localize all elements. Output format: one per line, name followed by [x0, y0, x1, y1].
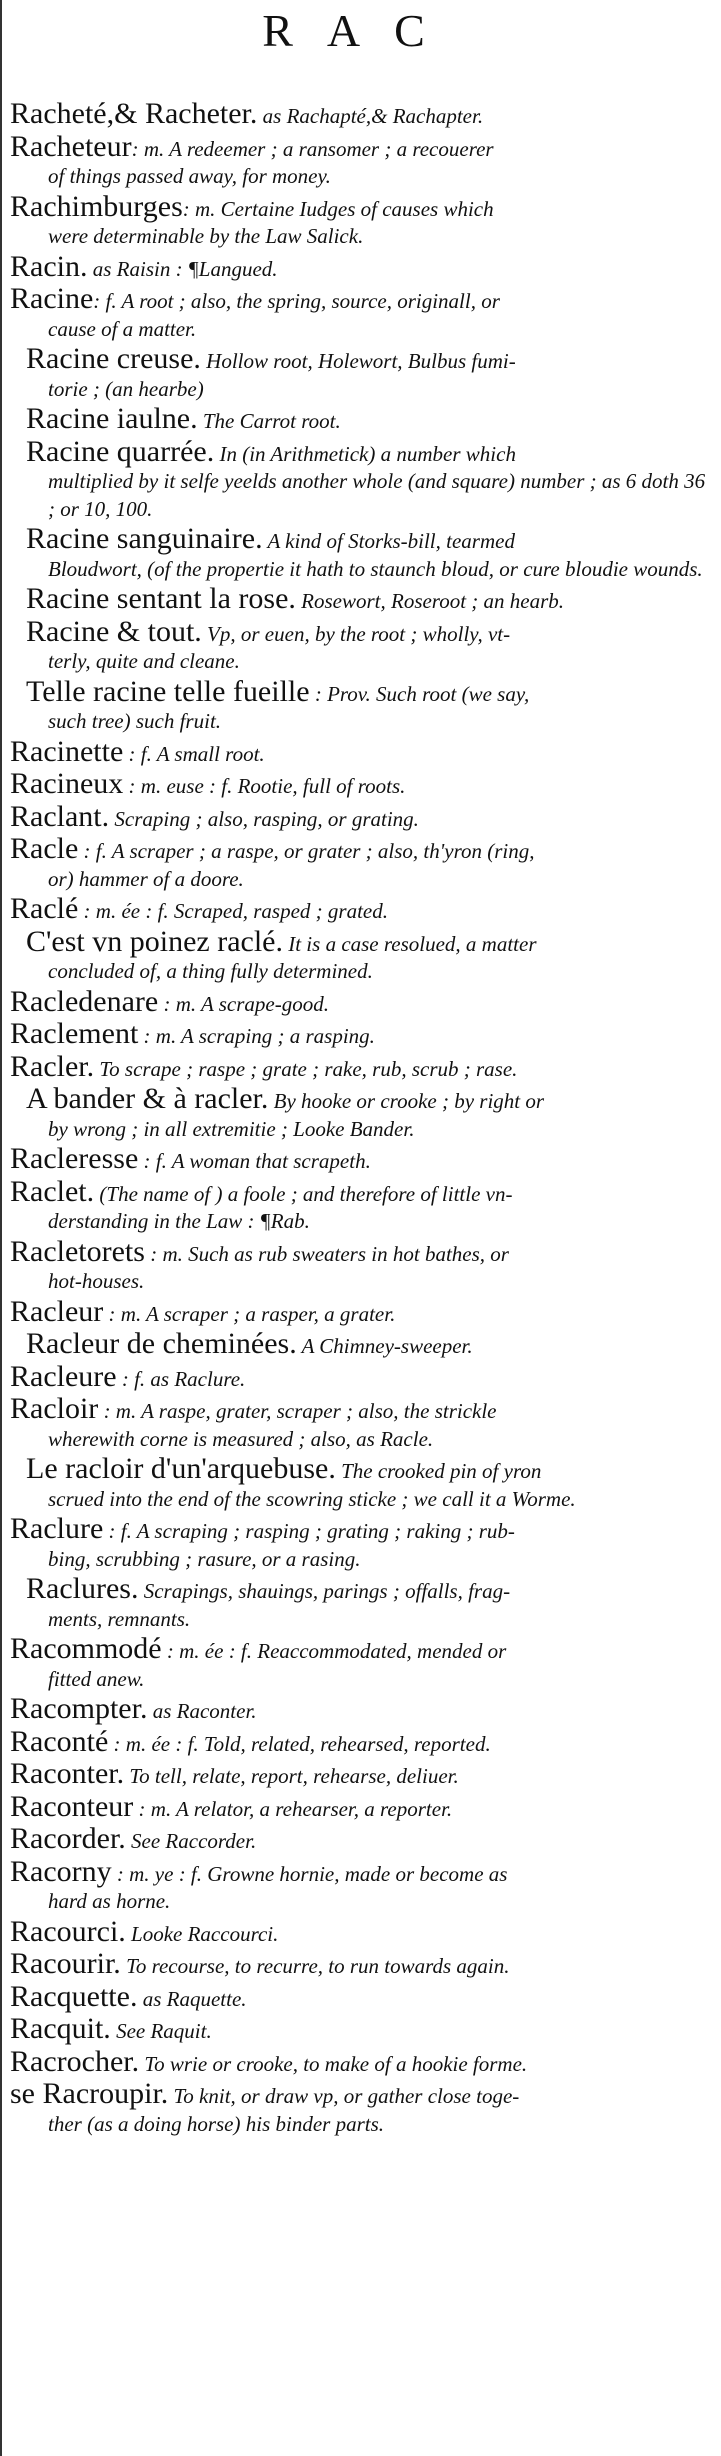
entry-first-line: [10, 189, 715, 224]
dictionary-entry: [10, 434, 715, 524]
entry-headword: Raconteur: [10, 1789, 134, 1823]
dictionary-entry: [10, 984, 715, 1019]
entry-continuation: derstanding in the Law : ¶Rab.: [48, 1209, 310, 1233]
entry-first-line: [10, 1452, 715, 1486]
entry-definition: The crooked pin of yron: [335, 1459, 542, 1483]
entry-definition: See Raccorder.: [125, 1829, 257, 1853]
dictionary-entry: [10, 2012, 715, 2046]
entry-headword: Racine: [10, 282, 94, 315]
entry-definition: : m. ée : f. Scraped, rasped ; grated.: [78, 899, 388, 923]
entry-headword: Raclant.: [10, 799, 110, 833]
entry-first-line: [10, 1327, 715, 1361]
entry-continuation: ther (as a doing horse) his binder parts.: [48, 2111, 384, 2136]
dictionary-entry: [10, 1854, 715, 1916]
entry-definition: : f. A woman that scrapeth.: [138, 1149, 371, 1173]
entry-definition: as Raisin : ¶Langued.: [87, 256, 278, 281]
entry-first-line: [10, 924, 715, 959]
entry-first-line: [10, 1234, 715, 1269]
dictionary-entry: [10, 282, 715, 343]
dictionary-entry: [10, 1017, 715, 1051]
entry-headword: Racine sanguinaire.: [26, 522, 263, 555]
entry-headword: Racle: [10, 832, 79, 865]
dictionary-entry: [10, 2077, 715, 2138]
entry-definition: To wrie or crooke, to make of a hookie forme.: [139, 2051, 528, 2076]
entry-first-line: [10, 1392, 715, 1426]
entry-continuation: concluded of, a thing fully determined.: [48, 959, 373, 983]
entry-first-line: [10, 582, 715, 616]
entry-first-line: [10, 1359, 715, 1394]
entry-definition: : m. A scraper ; a rasper, a grater.: [103, 1301, 396, 1326]
entry-first-line: [10, 129, 715, 164]
entry-first-line: [10, 1632, 715, 1666]
entry-first-line: [10, 1979, 715, 2014]
entry-first-line: [10, 1724, 715, 1759]
entry-definition: : m. A scrape-good.: [158, 991, 329, 1016]
page-header: RAC: [262, 5, 459, 56]
entry-definition: : m. euse : f. Rootie, full of roots.: [123, 774, 406, 798]
entry-first-line: [10, 342, 715, 376]
dictionary-entry: [10, 402, 715, 436]
entry-first-line: [10, 1692, 715, 1726]
entry-first-line: [10, 97, 715, 131]
entry-first-line: [10, 1914, 715, 1949]
entry-headword: Racine iaulne.: [26, 402, 198, 435]
entry-headword: A bander & à racler.: [26, 1082, 269, 1115]
entry-definition: as Raconter.: [147, 1699, 257, 1723]
entry-first-line: [10, 1757, 715, 1791]
entry-definition: : f. as Raclure.: [116, 1366, 246, 1391]
dictionary-entry: [10, 342, 715, 403]
entry-headword: Racler.: [10, 1049, 95, 1083]
dictionary-entry: [10, 1822, 715, 1856]
dictionary-entry: [10, 1174, 715, 1236]
entry-definition: Rosewort, Roseroot ; an hearb.: [295, 589, 565, 613]
entry-first-line: [10, 1789, 715, 1824]
entry-continuation: Bloudwort, (of the propertie it hath to staunch bloud, or cure bloudie wounds.: [48, 556, 703, 581]
entry-continuation: by wrong ; in all extremitie ; Looke Bander.: [48, 1116, 415, 1141]
dictionary-entry: [10, 799, 715, 834]
entry-first-line: [10, 1854, 715, 1889]
entry-definition: : f. A small root.: [123, 741, 265, 766]
entry-first-line: [10, 1512, 715, 1546]
dictionary-entry: [10, 1512, 715, 1573]
entry-continuation: scrued into the end of the scowring sticke ; we call it a Worme.: [48, 1486, 576, 1511]
entry-headword: Racquit.: [10, 2012, 111, 2045]
entry-headword: Racrocher.: [10, 2044, 140, 2078]
dictionary-entry: [10, 1082, 715, 1143]
entry-headword: Racine sentant la rose.: [26, 582, 296, 615]
dictionary-entry: [10, 1757, 715, 1791]
entry-definition: : f. A root ; also, the spring, source, originall, or: [93, 289, 500, 313]
dictionary-entry: [10, 1327, 715, 1361]
dictionary-entry: [10, 189, 715, 251]
entry-continuation: ments, remnants.: [48, 1606, 191, 1631]
dictionary-entry: [10, 1914, 715, 1949]
entry-definition: : m. ée : f. Reaccommodated, mended or: [161, 1639, 507, 1663]
entry-first-line: [10, 614, 715, 649]
entry-definition: : f. A scraper ; a raspe, or grater ; also, th'yron (ring,: [78, 839, 535, 863]
dictionary-entry: [10, 1979, 715, 2014]
dictionary-entry: [10, 97, 715, 131]
dictionary-entry: [10, 1632, 715, 1693]
entry-first-line: [10, 767, 715, 801]
entry-continuation: terly, quite and cleane.: [48, 649, 240, 673]
entry-first-line: [10, 2044, 715, 2079]
entry-continuation: were determinable by the Law Salick.: [48, 224, 364, 248]
entry-definition: (The name of ) a foole ; and therefore of little vn-: [94, 1181, 513, 1206]
entry-headword: Racleresse: [10, 1142, 139, 1175]
entry-headword: Racleur de cheminées.: [26, 1327, 297, 1360]
entry-definition: : m. A redeemer ; a ransomer ; a recouerer: [131, 136, 494, 161]
entry-headword: Le racloir d'un'arquebuse.: [26, 1452, 336, 1485]
dictionary-entry: [10, 892, 715, 926]
entry-continuation: hot-houses.: [48, 1269, 145, 1293]
entry-definition: : m. A raspe, grater, scraper ; also, the strickle: [98, 1399, 497, 1423]
entry-first-line: [10, 1174, 715, 1209]
entry-headword: C'est vn poinez raclé.: [26, 924, 283, 958]
entry-continuation: bing, scrubbing ; rasure, or a rasing.: [48, 1546, 361, 1571]
entry-first-line: [10, 1017, 715, 1051]
entry-first-line: [10, 734, 715, 769]
entry-continuation: fitted anew.: [48, 1666, 145, 1691]
entry-headword: Racourci.: [10, 1914, 126, 1948]
entry-first-line: [10, 1049, 715, 1084]
entry-headword: Telle racine telle fueille: [26, 674, 310, 708]
entry-headword: Racheteur: [10, 129, 132, 163]
dictionary-entry: [10, 522, 715, 583]
entry-first-line: [10, 892, 715, 926]
dictionary-entry: [10, 924, 715, 986]
entry-first-line: [10, 2077, 715, 2111]
entry-headword: Racine & tout.: [26, 614, 202, 648]
entry-definition: It is a case resolued, a matter: [282, 931, 537, 956]
dictionary-entry: [10, 1049, 715, 1084]
entry-headword: Racorny: [10, 1854, 112, 1888]
entry-headword: Racin.: [10, 249, 88, 283]
dictionary-entry: [10, 734, 715, 769]
entry-definition: : m. A relator, a rehearser, a reporter.: [133, 1796, 453, 1821]
entry-headword: Racloir: [10, 1392, 99, 1425]
entry-definition: Scraping ; also, rasping, or grating.: [109, 806, 419, 831]
dictionary-entries: [10, 97, 715, 2140]
entry-first-line: [10, 249, 715, 284]
entry-continuation: multiplied by it selfe yeelds another whole (and square) number ; as 6 doth 36 ; or 10, 100.: [48, 469, 706, 521]
entry-first-line: [10, 282, 715, 316]
entry-first-line: [10, 1082, 715, 1116]
entry-definition: : m. A scraping ; a rasping.: [138, 1024, 375, 1048]
entry-definition: Scrapings, shauings, parings ; offalls, frag-: [138, 1579, 511, 1603]
entry-definition: By hooke or crooke ; by right or: [268, 1089, 545, 1113]
entry-headword: Racleure: [10, 1359, 117, 1393]
dictionary-entry: [10, 614, 715, 676]
dictionary-entry: [10, 1392, 715, 1453]
dictionary-entry: [10, 767, 715, 801]
dictionary-entry: [10, 1789, 715, 1824]
entry-headword: Raconter.: [10, 1757, 125, 1790]
entry-headword: Raclement: [10, 1017, 139, 1050]
entry-definition: See Raquit.: [110, 2019, 212, 2043]
entry-first-line: [10, 799, 715, 834]
entry-headword: Racleur: [10, 1294, 104, 1328]
entry-continuation: hard as horne.: [48, 1889, 171, 1913]
entry-first-line: [10, 522, 715, 556]
entry-definition: Hollow root, Holewort, Bulbus fumi-: [200, 349, 516, 373]
dictionary-entry: [10, 832, 715, 893]
dictionary-entry: [10, 1234, 715, 1296]
entry-headword: Rachimburges: [10, 189, 183, 223]
entry-definition: To recourse, to recurre, to run towards again.: [120, 1954, 510, 1978]
dictionary-entry: [10, 1142, 715, 1176]
dictionary-entry: [10, 1692, 715, 1726]
entry-first-line: [10, 2012, 715, 2046]
dictionary-entry: [10, 1294, 715, 1329]
entry-first-line: [10, 402, 715, 436]
entry-headword: Racletorets: [10, 1234, 145, 1268]
entry-definition: Vp, or euen, by the root ; wholly, vt-: [201, 621, 511, 646]
dictionary-entry: [10, 1359, 715, 1394]
dictionary-entry: [10, 249, 715, 284]
entry-headword: Racledenare: [10, 984, 159, 1018]
dictionary-entry: [10, 582, 715, 616]
entry-definition: : m. Certaine Iudges of causes which: [182, 196, 494, 221]
entry-headword: Raclé: [10, 892, 79, 925]
entry-continuation: or) hammer of a doore.: [48, 866, 244, 891]
entry-headword: Racompter.: [10, 1692, 148, 1725]
entry-first-line: [10, 1294, 715, 1329]
entry-definition: : m. ée : f. Told, related, rehearsed, reported.: [108, 1731, 491, 1756]
entry-definition: as Raquette.: [137, 1986, 247, 2011]
entry-definition: : f. A scraping ; rasping ; grating ; raking ; rub-: [103, 1519, 515, 1543]
entry-headword: Raclure: [10, 1512, 104, 1545]
entry-continuation: cause of a matter.: [48, 316, 197, 341]
entry-definition: To knit, or draw vp, or gather close toge-: [168, 2084, 520, 2108]
entry-headword: Raconté: [10, 1724, 109, 1758]
entry-definition: A Chimney-sweeper.: [296, 1334, 473, 1358]
entry-continuation: wherewith corne is measured ; also, as Racle.: [48, 1426, 434, 1451]
entry-headword: Racine quarrée.: [26, 434, 215, 468]
entry-definition: In (in Arithmetick) a number which: [214, 441, 516, 466]
dictionary-entry: [10, 1947, 715, 1981]
entry-first-line: [10, 434, 715, 469]
entry-definition: : m. Such as rub sweaters in hot bathes, or: [144, 1241, 509, 1266]
entry-headword: Raclures.: [26, 1572, 139, 1605]
entry-definition: : Prov. Such root (we say,: [309, 681, 530, 706]
entry-headword: Racine creuse.: [26, 342, 201, 375]
entry-definition: The Carrot root.: [197, 409, 341, 433]
entry-definition: as Rachapté,& Rachapter.: [257, 104, 484, 128]
dictionary-entry: [10, 1452, 715, 1513]
dictionary-entry: [10, 129, 715, 191]
entry-continuation: such tree) such fruit.: [48, 709, 222, 733]
entry-first-line: [10, 674, 715, 709]
dictionary-entry: [10, 1724, 715, 1759]
entry-continuation: torie ; (an hearbe): [48, 376, 204, 401]
entry-definition: To scrape ; raspe ; grate ; rake, rub, scrub ; rase.: [94, 1056, 518, 1081]
entry-definition: Looke Raccourci.: [125, 1921, 279, 1946]
entry-headword: Racourir.: [10, 1947, 121, 1980]
entry-definition: : m. ye : f. Growne hornie, made or become as: [111, 1861, 508, 1886]
dictionary-entry: [10, 1572, 715, 1633]
entry-first-line: [10, 1142, 715, 1176]
entry-first-line: [10, 1822, 715, 1856]
dictionary-entry: [10, 2044, 715, 2079]
entry-first-line: [10, 832, 715, 866]
entry-headword: Racommodé: [10, 1632, 162, 1665]
entry-continuation: of things passed away, for money.: [48, 164, 331, 188]
entry-headword: Raclet.: [10, 1174, 95, 1208]
entry-definition: A kind of Storks-bill, tearmed: [262, 529, 515, 553]
entry-definition: To tell, relate, report, rehearse, deliuer.: [124, 1764, 459, 1788]
entry-headword: se Racroupir.: [10, 2077, 169, 2110]
entry-first-line: [10, 1572, 715, 1606]
entry-headword: Racineux: [10, 767, 124, 800]
entry-headword: Racheté,& Racheter.: [10, 97, 258, 130]
entry-headword: Racquette.: [10, 1979, 138, 2013]
entry-first-line: [10, 984, 715, 1019]
entry-headword: Racinette: [10, 734, 124, 768]
page-left-rule: [0, 0, 2, 2456]
dictionary-entry: [10, 674, 715, 736]
entry-first-line: [10, 1947, 715, 1981]
entry-headword: Racorder.: [10, 1822, 126, 1855]
